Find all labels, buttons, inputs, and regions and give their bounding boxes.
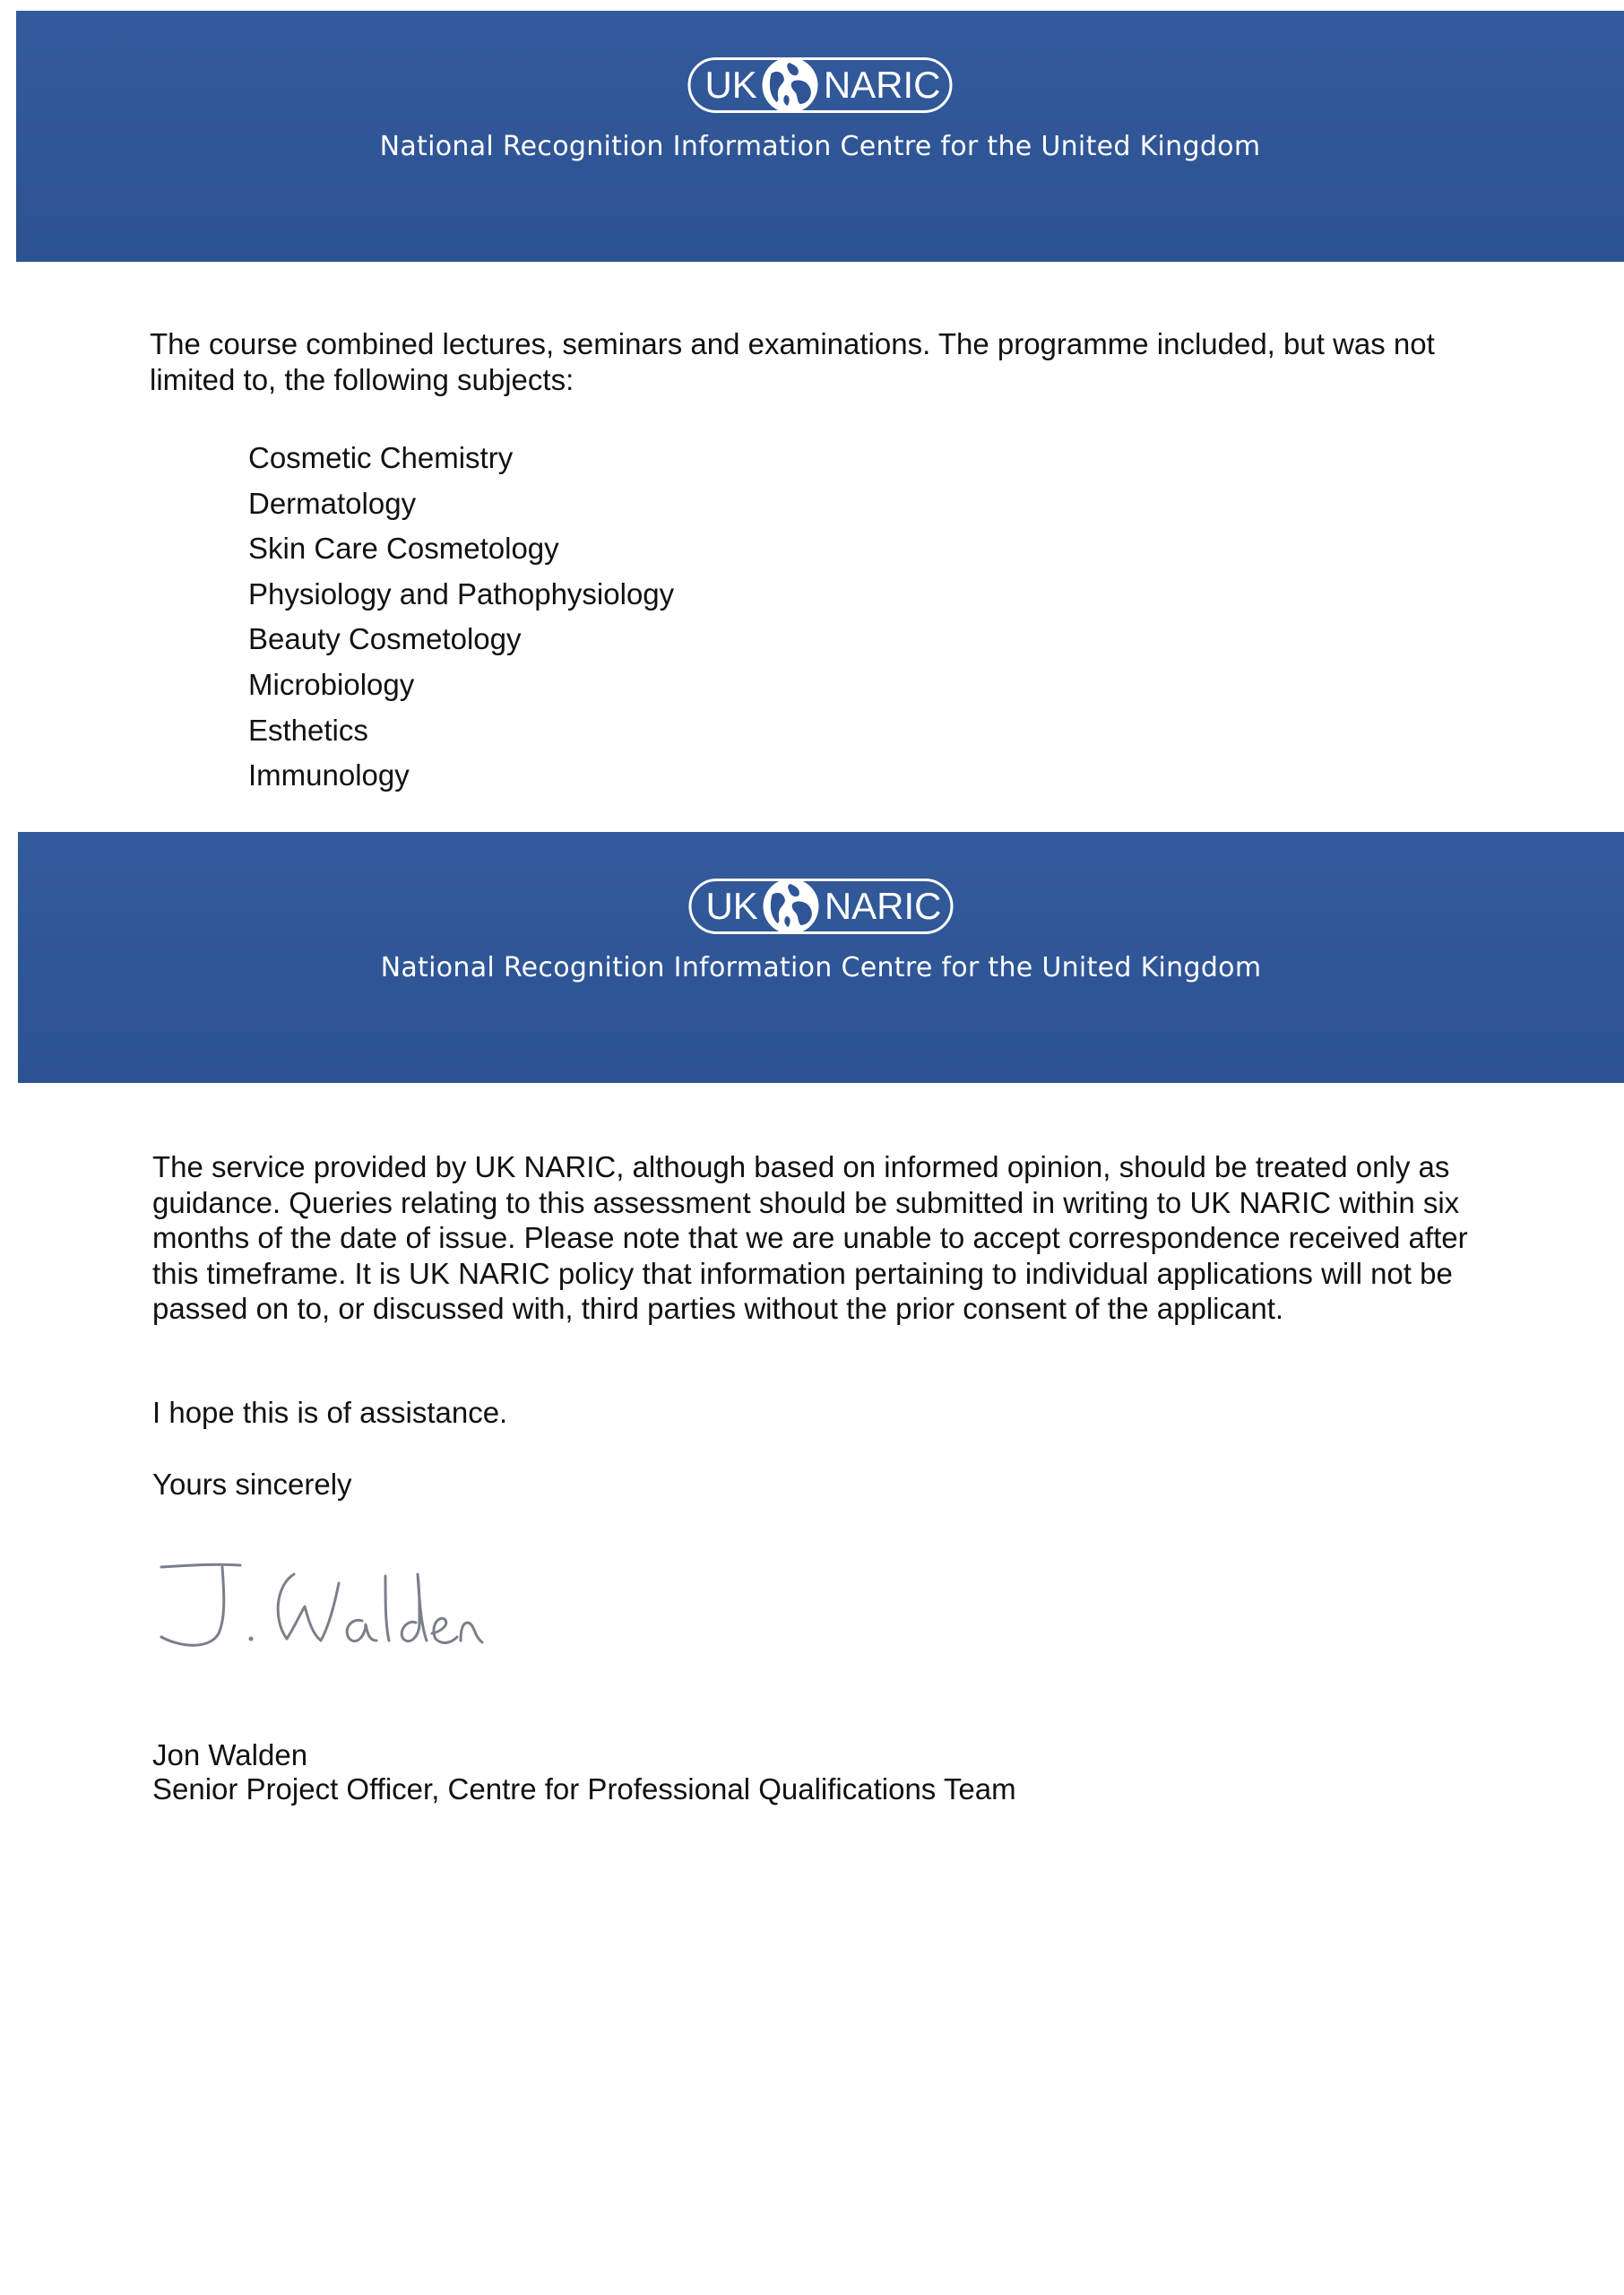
subject-item: Physiology and Pathophysiology [248,576,675,611]
logo-text-naric: NARIC [823,64,941,106]
globe-icon [759,54,822,117]
signer-title: Senior Project Officer, Centre for Professional Qualifications Team [152,1772,1016,1806]
disclaimer-paragraph: The service provided by UK NARIC, although based on informed opinion, should be treated only as guidance. Queries relating to this assessment should be submitted in writing to UK NARIC within six months of the date of issue. Please note that we are unable to accept correspondence received after this timeframe. It is UK NARIC policy that information pertaining to individual applications will not be passed on to, or discussed with, third parties without the prior consent of the applicant. [152,1150,1468,1325]
header-banner-top [16,11,1624,262]
globe-icon [760,875,823,938]
intro-paragraph: The course combined lectures, seminars and examinations. The programme included, but was not limited to, the following subjects: [150,327,1435,396]
handwritten-signature [151,1547,491,1664]
subject-item: Dermatology [248,486,417,520]
header-tagline: National Recognition Information Centre for the United Kingdom [379,131,1261,162]
subject-item: Esthetics [248,713,368,747]
subject-item: Microbiology [248,667,415,701]
sign-off: Yours sincerely [152,1468,352,1501]
subject-item: Beauty Cosmetology [248,622,522,656]
subject-list [248,436,674,799]
logo-text-uk: UK [704,64,757,106]
logo-text-naric: NARIC [824,885,942,927]
signer-name: Jon Walden [152,1738,308,1771]
subject-item: Cosmetic Chemistry [248,441,514,474]
uk-naric-logo [687,57,952,113]
logo-text-uk: UK [705,885,758,927]
header-tagline: National Recognition Information Centre for the United Kingdom [380,952,1262,983]
uk-naric-logo [688,879,953,934]
subject-item: Skin Care Cosmetology [248,532,559,566]
header-banner-bottom [18,832,1624,1083]
subject-item: Immunology [248,758,410,792]
closing-line: I hope this is of assistance. [152,1396,508,1429]
